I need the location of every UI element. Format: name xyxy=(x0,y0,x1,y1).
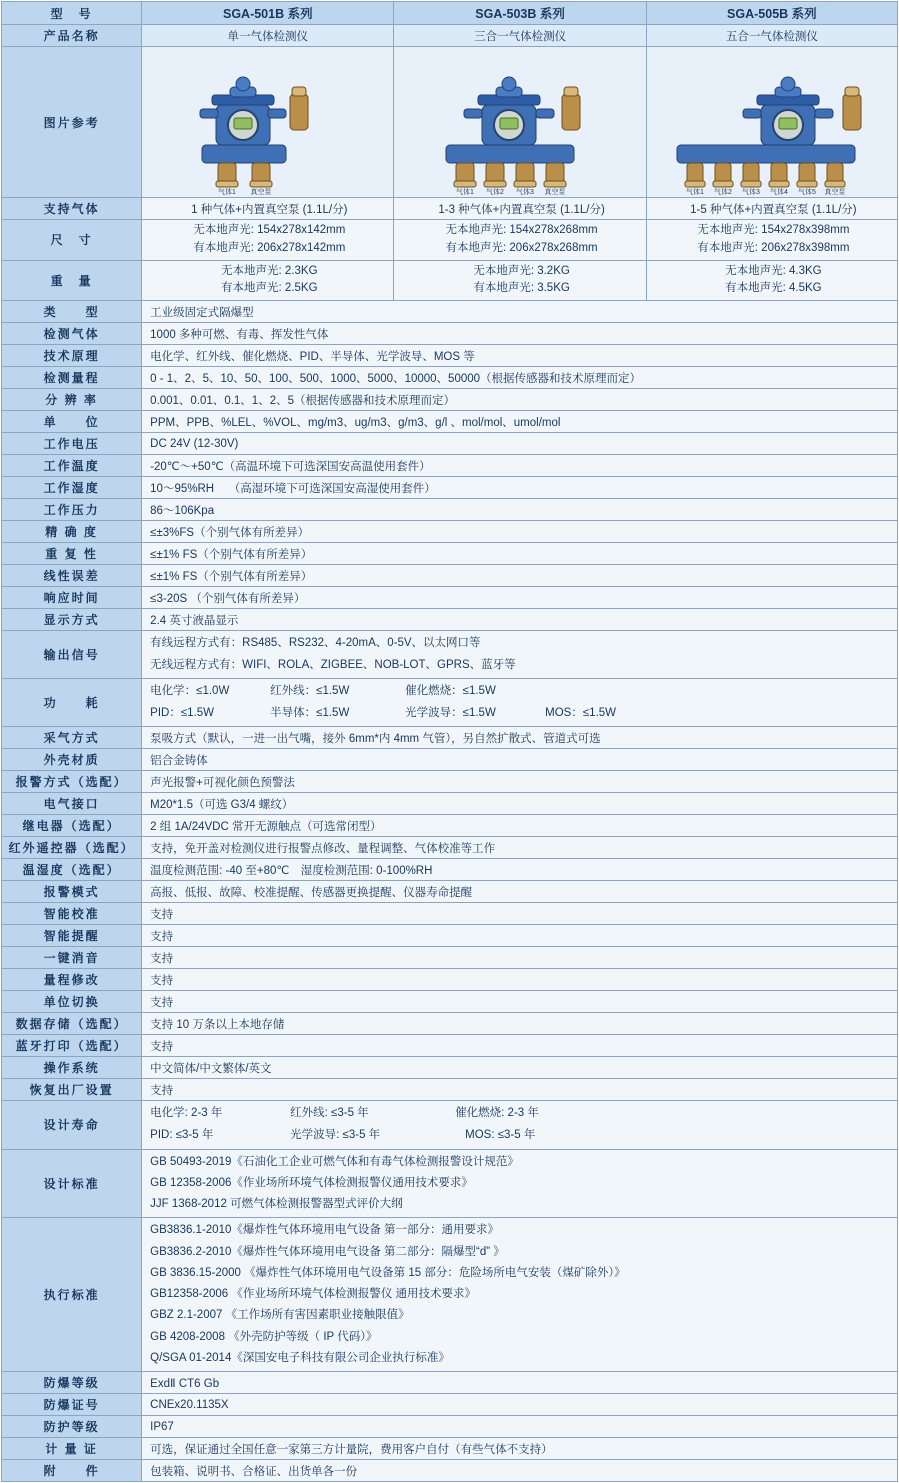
table-row-principle xyxy=(2,345,898,367)
row-label-output: 输出信号 xyxy=(2,631,142,679)
exec-standard-line-5: GBZ 2.1-2007 《工作场所有害因素职业接触限值》 xyxy=(150,1309,410,1322)
row-value-ex-cert: CNEx20.1135X xyxy=(142,1394,898,1416)
row-value-sampling: 泵吸方式（默认，一进一出气嘴，接外 6mm*内 4mm 气管），另自然扩散式、管道式可选 xyxy=(142,727,898,749)
table-row-pressure xyxy=(2,499,898,521)
row-label-smart-cal: 智能校准 xyxy=(2,903,142,925)
power-ir: 红外线：≤1.5W xyxy=(270,685,350,698)
weight-503b xyxy=(394,260,646,301)
table-row-ir-remote xyxy=(2,837,898,859)
row-label-accuracy: 精 确 度 xyxy=(2,521,142,543)
row-label-lifetime: 设计寿命 xyxy=(2,1101,142,1149)
table-row-bt-print xyxy=(2,1035,898,1057)
row-value-relay: 2 组 1A/24VDC 常开无源触点（可选常闭型） xyxy=(142,815,898,837)
caption-pump: 真空泵 xyxy=(824,189,846,196)
table-row-resolution xyxy=(2,389,898,411)
size-505b-nosound: 无本地声光: 154x278x398mm xyxy=(697,224,850,236)
caption-gas5: 气体5 xyxy=(797,189,816,196)
power-semicon: 半导体：≤1.5W xyxy=(270,706,350,719)
table-row-smart-cal xyxy=(2,903,898,925)
lifetime-pid: PID: ≤3-5 年 xyxy=(150,1128,214,1141)
table-row-alarm-mode xyxy=(2,881,898,903)
row-value-accessory: 包装箱、说明书、合格证、出货单各一份 xyxy=(142,1460,898,1482)
table-row-electric-port xyxy=(2,793,898,815)
exec-standard-line-6: GB 4208-2008 《外壳防护等级（ IP 代码）》 xyxy=(150,1330,378,1343)
table-row-metrology xyxy=(2,1438,898,1460)
row-label-weight: 重 量 xyxy=(2,260,142,301)
table-row-accuracy xyxy=(2,521,898,543)
table-row-smart-remind xyxy=(2,925,898,947)
lifetime-line-2 xyxy=(150,1125,892,1147)
table-row-image xyxy=(2,47,898,198)
model-503b: SGA-503B 系列 xyxy=(394,2,646,25)
row-label-power: 功 耗 xyxy=(2,679,142,727)
weight-505b xyxy=(646,260,897,301)
gas-detector-5-icon xyxy=(647,47,896,197)
weight-503b-sound: 有本地声光: 3.5KG xyxy=(473,282,570,295)
weight-505b-nosound: 无本地声光: 4.3KG xyxy=(725,264,822,277)
exec-standard-line-1: GB3836.1-2010《爆炸性气体环境用电气设备 第一部分：通用要求》 xyxy=(150,1224,500,1237)
row-value-temp: -20℃～+50℃（高温环境下可选深国安高温使用套件） xyxy=(142,455,898,477)
weight-501b xyxy=(142,260,394,301)
size-501b xyxy=(142,220,394,261)
row-label-bt-print: 蓝牙打印（选配） xyxy=(2,1035,142,1057)
row-label-exec-standard: 执行标准 xyxy=(2,1218,142,1372)
row-label-temp: 工作温度 xyxy=(2,455,142,477)
table-row-range-edit xyxy=(2,969,898,991)
table-row-weight xyxy=(2,260,898,301)
caption-pump: 真空泵 xyxy=(250,189,272,196)
lifetime-mos: MOS: ≤3-5 年 xyxy=(465,1128,536,1141)
caption-gas1: 气体1 xyxy=(685,189,704,196)
power-catalytic: 催化燃烧：≤1.5W xyxy=(405,685,496,698)
table-row-unit-switch xyxy=(2,991,898,1013)
gas-505b: 1-5 种气体+内置真空泵 (1.1L/分) xyxy=(646,198,897,220)
row-value-bt-print: 支持 xyxy=(142,1035,898,1057)
row-value-alarm-type: 声光报警+可视化颜色预警法 xyxy=(142,771,898,793)
size-501b-sound: 有本地声光: 206x278x142mm xyxy=(193,241,346,254)
product-503b: 三合一气体检测仪 xyxy=(394,25,646,47)
row-value-detect-gas: 1000 多种可燃、有毒、挥发性气体 xyxy=(142,323,898,345)
row-value-humidity: 10～95%RH （高湿环境下可选深国安高湿使用套件） xyxy=(142,477,898,499)
row-value-linearity: ≤±1% FS（个别气体有所差异） xyxy=(142,565,898,587)
row-value-type: 工业级固定式隔爆型 xyxy=(142,301,898,323)
weight-505b-sound: 有本地声光: 4.5KG xyxy=(725,282,822,295)
row-value-ip-level: IP67 xyxy=(142,1416,898,1438)
lifetime-ir: 红外线: ≤3-5 年 xyxy=(290,1107,369,1120)
table-row-voltage xyxy=(2,433,898,455)
row-label-model: 型 号 xyxy=(2,2,142,25)
table-row-os xyxy=(2,1057,898,1079)
row-value-mute: 支持 xyxy=(142,947,898,969)
table-row-output xyxy=(2,631,898,679)
caption-gas1: 气体1 xyxy=(456,189,475,196)
table-row-sampling xyxy=(2,727,898,749)
row-label-voltage: 工作电压 xyxy=(2,433,142,455)
size-503b-sound: 有本地声光: 206x278x268mm xyxy=(445,241,598,254)
row-label-metrology: 计 量 证 xyxy=(2,1438,142,1460)
table-row-ex-cert xyxy=(2,1394,898,1416)
power-optical: 光学波导：≤1.5W xyxy=(405,706,496,719)
exec-standard-line-4: GB12358-2006 《作业场所环境气体检测报警仪 通用技术要求》 xyxy=(150,1288,477,1301)
table-row-exec-standard xyxy=(2,1218,898,1372)
row-value-ex-level: ExdⅡ CT6 Gb xyxy=(142,1372,898,1394)
row-label-repeat: 重 复 性 xyxy=(2,543,142,565)
spec-sheet xyxy=(0,1,899,1482)
table-row-temp-humidity xyxy=(2,859,898,881)
table-row-detect-gas xyxy=(2,323,898,345)
row-label-pressure: 工作压力 xyxy=(2,499,142,521)
row-label-storage: 数据存储（选配） xyxy=(2,1013,142,1035)
row-value-power xyxy=(142,679,898,727)
row-value-principle: 电化学、红外线、催化燃烧、PID、半导体、光学波导、MOS 等 xyxy=(142,345,898,367)
row-label-type: 类 型 xyxy=(2,301,142,323)
row-label-ir-remote: 红外遥控器（选配） xyxy=(2,837,142,859)
row-value-smart-cal: 支持 xyxy=(142,903,898,925)
row-label-humidity: 工作湿度 xyxy=(2,477,142,499)
row-value-range-edit: 支持 xyxy=(142,969,898,991)
table-row-gas xyxy=(2,198,898,220)
table-row-temp xyxy=(2,455,898,477)
row-value-electric-port: M20*1.5（可选 G3/4 螺纹） xyxy=(142,793,898,815)
row-value-exec-standard xyxy=(142,1218,898,1372)
row-label-shell: 外壳材质 xyxy=(2,749,142,771)
power-echem: 电化学：≤1.0W xyxy=(150,685,230,698)
size-503b-nosound: 无本地声光: 154x278x268mm xyxy=(445,224,598,236)
row-label-sampling: 采气方式 xyxy=(2,727,142,749)
power-pid: PID：≤1.5W xyxy=(150,706,214,719)
caption-gas3: 气体3 xyxy=(516,189,535,196)
row-value-shell: 铝合金铸体 xyxy=(142,749,898,771)
table-row-model xyxy=(2,2,898,25)
gas-detector-3-icon xyxy=(394,47,634,197)
row-value-repeat: ≤±1% FS（个别气体有所差异） xyxy=(142,543,898,565)
model-505b: SGA-505B 系列 xyxy=(646,2,897,25)
table-row-accessory xyxy=(2,1460,898,1482)
table-row-display xyxy=(2,609,898,631)
lifetime-echem: 电化学: 2-3 年 xyxy=(150,1107,223,1120)
row-value-unit-switch: 支持 xyxy=(142,991,898,1013)
row-label-electric-port: 电气接口 xyxy=(2,793,142,815)
row-value-range: 0 - 1、2、5、10、50、100、500、1000、5000、10000、50000（根据传感器和技术原理而定） xyxy=(142,367,898,389)
gas-detector-1-icon xyxy=(142,47,372,197)
row-label-image: 图片参考 xyxy=(2,47,142,198)
gas-503b: 1-3 种气体+内置真空泵 (1.1L/分) xyxy=(394,198,646,220)
power-line-1 xyxy=(150,681,892,703)
size-505b-sound: 有本地声光: 206x278x398mm xyxy=(697,241,850,254)
table-row-mute xyxy=(2,947,898,969)
caption-pump: 真空泵 xyxy=(544,189,566,196)
row-value-lifetime xyxy=(142,1101,898,1149)
row-label-os: 操作系统 xyxy=(2,1057,142,1079)
row-label-range: 检测量程 xyxy=(2,367,142,389)
row-value-alarm-mode: 高报、低报、故障、校准提醒、传感器更换提醒、仪器寿命提醒 xyxy=(142,881,898,903)
power-mos: MOS：≤1.5W xyxy=(545,706,617,719)
row-value-factory-reset: 支持 xyxy=(142,1079,898,1101)
table-row-humidity xyxy=(2,477,898,499)
row-value-design-standard xyxy=(142,1149,898,1218)
power-line-2 xyxy=(150,703,892,725)
size-505b xyxy=(646,220,897,261)
caption-gas2: 气体2 xyxy=(713,189,732,196)
exec-standard-line-3: GB 3836.15-2000 《爆炸性气体环境用电气设备第 15 部分：危险场所电气安装（煤矿除外）》 xyxy=(150,1266,626,1279)
size-501b-nosound: 无本地声光: 154x278x142mm xyxy=(193,224,346,236)
row-label-temp-humidity: 温湿度（选配） xyxy=(2,859,142,881)
row-value-unit: PPM、PPB、%LEL、%VOL、mg/m3、ug/m3、g/m3、g/l 、mol/mol、umol/mol xyxy=(142,411,898,433)
row-value-ir-remote: 支持，免开盖对检测仪进行报警点修改、量程调整、气体校准等工作 xyxy=(142,837,898,859)
design-standard-line-1: GB 50493-2019《石油化工企业可燃气体和有毒气体检测报警设计规范》 xyxy=(150,1155,519,1168)
output-wired: 有线远程方式有：RS485、RS232、4-20mA、0-5V、以太网口等 xyxy=(150,637,481,650)
row-label-alarm-mode: 报警模式 xyxy=(2,881,142,903)
row-label-relay: 继电器（选配） xyxy=(2,815,142,837)
row-label-detect-gas: 检测气体 xyxy=(2,323,142,345)
table-row-shell xyxy=(2,749,898,771)
row-label-range-edit: 量程修改 xyxy=(2,969,142,991)
row-value-metrology: 可选，保证通过全国任意一家第三方计量院，费用客户自付（有些气体不支持） xyxy=(142,1438,898,1460)
product-505b: 五合一气体检测仪 xyxy=(646,25,897,47)
caption-gas4: 气体4 xyxy=(769,189,788,196)
table-row-size xyxy=(2,220,898,261)
product-501b: 单一气体检测仪 xyxy=(142,25,394,47)
lifetime-catalytic: 催化燃烧: 2-3 年 xyxy=(455,1107,539,1120)
row-label-linearity: 线性误差 xyxy=(2,565,142,587)
row-value-temp-humidity: 温度检测范围: -40 至+80℃ 湿度检测范围: 0-100%RH xyxy=(142,859,898,881)
row-label-alarm-type: 报警方式（选配） xyxy=(2,771,142,793)
gas-501b: 1 种气体+内置真空泵 (1.1L/分) xyxy=(142,198,394,220)
table-row-repeat xyxy=(2,543,898,565)
table-row-type xyxy=(2,301,898,323)
table-row-storage xyxy=(2,1013,898,1035)
table-row-relay xyxy=(2,815,898,837)
row-value-voltage: DC 24V (12-30V) xyxy=(142,433,898,455)
caption-gas3: 气体3 xyxy=(741,189,760,196)
design-standard-line-3: JJF 1368-2012 可燃气体检测报警器型式评价大纲 xyxy=(150,1198,403,1211)
table-row-ip-level xyxy=(2,1416,898,1438)
device-image-505b xyxy=(646,47,897,198)
table-row-response xyxy=(2,587,898,609)
exec-standard-line-2: GB3836.2-2010《爆炸性气体环境用电气设备 第二部分：隔爆型“d” 》 xyxy=(150,1245,505,1258)
output-wireless: 无线远程方式有：WIFI、ROLA、ZIGBEE、NOB-LOT、GPRS、蓝牙等 xyxy=(150,658,516,671)
weight-501b-sound: 有本地声光: 2.5KG xyxy=(221,282,318,295)
size-503b xyxy=(394,220,646,261)
row-label-ex-level: 防爆等级 xyxy=(2,1372,142,1394)
row-label-smart-remind: 智能提醒 xyxy=(2,925,142,947)
model-501b: SGA-501B 系列 xyxy=(142,2,394,25)
spec-table xyxy=(1,1,898,1482)
table-row-alarm-type xyxy=(2,771,898,793)
row-label-principle: 技术原理 xyxy=(2,345,142,367)
table-row-linearity xyxy=(2,565,898,587)
row-value-response: ≤3-20S （个别气体有所差异） xyxy=(142,587,898,609)
table-row-ex-level xyxy=(2,1372,898,1394)
exec-standard-line-7: Q/SGA 01-2014《深国安电子科技有限公司企业执行标准》 xyxy=(150,1351,450,1364)
row-value-output xyxy=(142,631,898,679)
device-image-503b xyxy=(394,47,646,198)
table-row-unit xyxy=(2,411,898,433)
weight-501b-nosound: 无本地声光: 2.3KG xyxy=(221,264,318,277)
row-label-product: 产品名称 xyxy=(2,25,142,47)
table-row-range xyxy=(2,367,898,389)
row-value-display: 2.4 英寸液晶显示 xyxy=(142,609,898,631)
design-standard-line-2: GB 12358-2006《作业场所环境气体检测报警仪通用技术要求》 xyxy=(150,1176,473,1189)
row-label-mute: 一键消音 xyxy=(2,947,142,969)
row-value-storage: 支持 10 万条以上本地存储 xyxy=(142,1013,898,1035)
caption-gas2: 气体2 xyxy=(486,189,505,196)
row-label-gas: 支持气体 xyxy=(2,198,142,220)
table-row-power xyxy=(2,679,898,727)
row-value-resolution: 0.001、0.01、0.1、1、2、5（根据传感器和技术原理而定） xyxy=(142,389,898,411)
row-label-unit: 单 位 xyxy=(2,411,142,433)
row-value-os: 中文简体/中文繁体/英文 xyxy=(142,1057,898,1079)
row-label-response: 响应时间 xyxy=(2,587,142,609)
row-label-design-standard: 设计标准 xyxy=(2,1149,142,1218)
table-row-product xyxy=(2,25,898,47)
row-label-accessory: 附 件 xyxy=(2,1460,142,1482)
row-value-smart-remind: 支持 xyxy=(142,925,898,947)
weight-503b-nosound: 无本地声光: 3.2KG xyxy=(473,264,570,277)
caption-gas1: 气体1 xyxy=(218,189,237,196)
row-label-factory-reset: 恢复出厂设置 xyxy=(2,1079,142,1101)
lifetime-line-1 xyxy=(150,1103,892,1125)
row-label-unit-switch: 单位切换 xyxy=(2,991,142,1013)
row-label-ip-level: 防护等级 xyxy=(2,1416,142,1438)
row-label-ex-cert: 防爆证号 xyxy=(2,1394,142,1416)
table-row-factory-reset xyxy=(2,1079,898,1101)
row-value-pressure: 86～106Kpa xyxy=(142,499,898,521)
table-row-design-standard xyxy=(2,1149,898,1218)
row-label-display: 显示方式 xyxy=(2,609,142,631)
row-label-size: 尺 寸 xyxy=(2,220,142,261)
table-row-lifetime xyxy=(2,1101,898,1149)
lifetime-optical: 光学波导: ≤3-5 年 xyxy=(290,1128,381,1141)
device-image-501b xyxy=(142,47,394,198)
row-value-accuracy: ≤±3%FS（个别气体有所差异） xyxy=(142,521,898,543)
row-label-resolution: 分 辨 率 xyxy=(2,389,142,411)
